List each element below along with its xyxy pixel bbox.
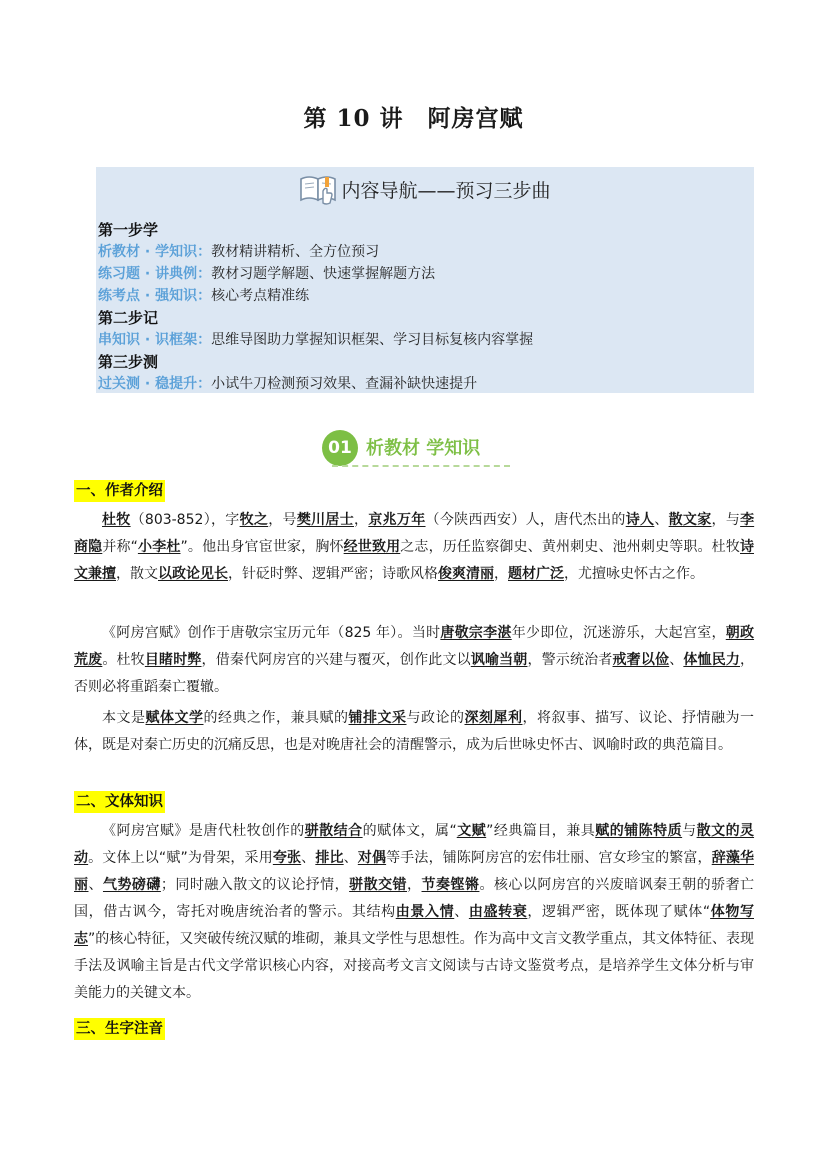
key-term: 辞藻华丽 xyxy=(74,850,755,893)
badge-text: 析教材 学知识 xyxy=(366,438,481,459)
nav-item xyxy=(98,263,533,285)
text-run: 。文体上以“赋”为骨架，采用 xyxy=(88,850,273,866)
key-term: 骈散交错 xyxy=(349,877,408,893)
paragraph xyxy=(74,620,754,701)
key-term: 朝政荒废 xyxy=(74,625,755,668)
key-term: 目睹时弊 xyxy=(144,652,202,668)
key-term: 深刻犀利 xyxy=(464,710,523,726)
key-term: 铺排文采 xyxy=(348,710,407,726)
text-run: 本文是 xyxy=(102,710,146,726)
text-run: ，警示统治者 xyxy=(527,652,613,668)
text-run: ， xyxy=(494,566,508,582)
badge-dashed-underline xyxy=(332,465,510,467)
text-run: 等手法，铺陈阿房宫的宏伟壮丽、宫女珍宝的繁富， xyxy=(386,850,712,866)
key-term: 体物写志 xyxy=(74,904,754,947)
text-run: 。核心以阿房宫的兴废暗讽秦王朝的骄奢亡国，借古讽今，寄托对晚唐统治者的警示。其结构 xyxy=(74,877,755,920)
nav-item-label: 串知识 · 识框架： xyxy=(98,332,212,348)
nav-item-desc: 思维导图助力掌握知识框架、学习目标复核内容掌握 xyxy=(211,332,534,348)
nav-step-heading xyxy=(98,307,533,329)
section-heading: 一、作者介绍 xyxy=(74,480,165,502)
section-badge xyxy=(322,430,512,466)
text-run: 、 xyxy=(88,877,103,893)
text-run: 与政论的 xyxy=(406,710,465,726)
book-pointer-icon xyxy=(299,173,339,210)
section-heading: 三、生字注音 xyxy=(74,1018,165,1040)
key-term: 赋的铺陈特质 xyxy=(595,823,683,839)
text-run: 。杜牧 xyxy=(102,652,145,668)
key-term: 杜牧 xyxy=(102,512,131,528)
text-run: ，号 xyxy=(268,512,297,528)
key-term: 由盛转衰 xyxy=(468,904,528,920)
text-run: 年少即位，沉迷游乐，大起宫室， xyxy=(511,625,726,641)
key-term: 经世致用 xyxy=(343,539,401,555)
key-term: 戒奢以俭 xyxy=(612,652,670,668)
text-run: ”经典篇目，兼具 xyxy=(486,823,596,839)
page-title: 第 10 讲 阿房宫赋 xyxy=(303,105,524,132)
paragraph xyxy=(74,818,754,1007)
nav-item-label: 析教材 · 学知识： xyxy=(98,244,212,260)
text-run: ，散文 xyxy=(116,566,158,582)
nav-step-label: 第一步学 xyxy=(98,221,159,239)
key-term: 散文家 xyxy=(668,512,712,528)
key-term: 节奏铿锵 xyxy=(421,877,480,893)
nav-item-label: 过关测 · 稳提升： xyxy=(98,376,212,392)
nav-item-label: 练考点 · 强知识： xyxy=(98,288,212,304)
text-run: 与 xyxy=(682,823,697,839)
nav-item xyxy=(98,285,533,307)
key-term: 排比 xyxy=(315,850,344,866)
key-term: 以政论见长 xyxy=(158,566,228,582)
key-term: 讽喻当朝 xyxy=(470,652,528,668)
text-run: ，借秦代阿房宫的兴建与覆灭，创作此文以 xyxy=(201,652,471,668)
nav-item xyxy=(98,241,533,263)
key-term: 体恤民力 xyxy=(683,652,741,668)
nav-item xyxy=(98,373,533,395)
text-run: 、 xyxy=(454,904,469,920)
section-heading: 二、文体知识 xyxy=(74,791,165,813)
text-run: 并称“ xyxy=(102,539,138,555)
key-term: 赋体文学 xyxy=(145,710,204,726)
key-term: 樊川居士 xyxy=(296,512,355,528)
key-term: 小李杜 xyxy=(137,539,181,555)
text-run: ，针砭时弊、逻辑严密；诗歌风格 xyxy=(228,566,438,582)
text-run: ，否则必将重蹈秦亡覆辙。 xyxy=(74,652,755,695)
content-navigation-box xyxy=(96,167,754,393)
nav-item-label: 练习题 · 讲典例： xyxy=(98,266,212,282)
text-run: ；同时融入散文的议论抒情， xyxy=(160,877,350,893)
key-term: 由景入情 xyxy=(395,904,455,920)
key-term: 骈散结合 xyxy=(304,823,363,839)
text-run: 、 xyxy=(654,512,669,528)
text-run: 、 xyxy=(301,850,316,866)
text-run: ， xyxy=(354,512,369,528)
text-run: ”。他出身官宦世家，胸怀 xyxy=(180,539,344,555)
text-run: 、 xyxy=(343,850,358,866)
text-run: 《阿房宫赋》是唐代杜牧创作的 xyxy=(102,823,305,839)
nav-item xyxy=(98,329,533,351)
text-run: ，将叙事、描写、议论、抒情融为一体，既是对秦亡历史的沉痛反思，也是对晚唐社会的清醒警示，成为后世咏史怀古、讽喻时政的典范篇目。 xyxy=(74,710,754,753)
key-term: 诗人 xyxy=(625,512,655,528)
nav-header-text: 内容导航——预习三步曲 xyxy=(341,180,551,202)
key-term: 对偶 xyxy=(357,850,387,866)
badge-number: 01 xyxy=(322,430,358,466)
nav-item-desc: 教材精讲精析、全方位预习 xyxy=(211,244,380,260)
nav-steps-list xyxy=(98,219,533,395)
nav-step-heading xyxy=(98,351,533,373)
key-term: 俊爽清丽 xyxy=(438,566,494,582)
nav-step-label: 第二步记 xyxy=(98,309,159,327)
nav-item-desc: 核心考点精准练 xyxy=(211,288,310,304)
key-term: 题材广泛 xyxy=(508,566,564,582)
key-term: 诗文兼擅 xyxy=(74,539,754,582)
text-run: （803-852），字 xyxy=(130,512,240,528)
text-run: ，尤擅咏史怀古之作。 xyxy=(564,566,704,582)
text-run: 的赋体文，属“ xyxy=(362,823,457,839)
text-run: ， xyxy=(407,877,422,893)
key-term: 文赋 xyxy=(456,823,487,839)
nav-item-desc: 小试牛刀检测预习效果、查漏补缺快速提升 xyxy=(211,376,478,392)
text-run: （今陕西西安）人，唐代杰出的 xyxy=(425,512,626,528)
nav-step-heading xyxy=(98,219,533,241)
key-term: 气势磅礴 xyxy=(102,877,161,893)
key-term: 牧之 xyxy=(239,512,269,528)
nav-step-label: 第三步测 xyxy=(98,353,159,371)
text-run: 之志，历任监察御史、黄州刺史、池州刺史等职。杜牧 xyxy=(400,539,740,555)
key-term: 京兆万年 xyxy=(368,512,426,528)
key-term: 散文的灵动 xyxy=(74,823,755,866)
text-run: ”的核心特征，又突破传统汉赋的堆砌，兼具文学性与思想性。作为高中文言文教学重点，其文体特征、表现手法及讽喻主旨是古代文学常识核心内容，对接高考文言文阅读与古诗文鉴赏考点，是培养学生文体分析与审美能力的关键文本。 xyxy=(74,931,754,1001)
text-run: 、 xyxy=(669,652,684,668)
key-term: 夸张 xyxy=(272,850,302,866)
nav-header xyxy=(96,173,754,210)
text-run: 《阿房宫赋》创作于唐敬宗宝历元年（825 年）。当时 xyxy=(102,625,441,641)
key-term: 唐敬宗李湛 xyxy=(440,625,512,641)
text-run: ，逻辑严密，既体现了赋体“ xyxy=(527,904,711,920)
paragraph xyxy=(74,507,754,588)
nav-item-desc: 教材习题学解题、快速掌握解题方法 xyxy=(211,266,436,282)
text-run: ，与 xyxy=(711,512,741,528)
key-term: 李商隐 xyxy=(74,512,755,555)
paragraph xyxy=(74,705,754,759)
text-run: 的经典之作，兼具赋的 xyxy=(203,710,349,726)
